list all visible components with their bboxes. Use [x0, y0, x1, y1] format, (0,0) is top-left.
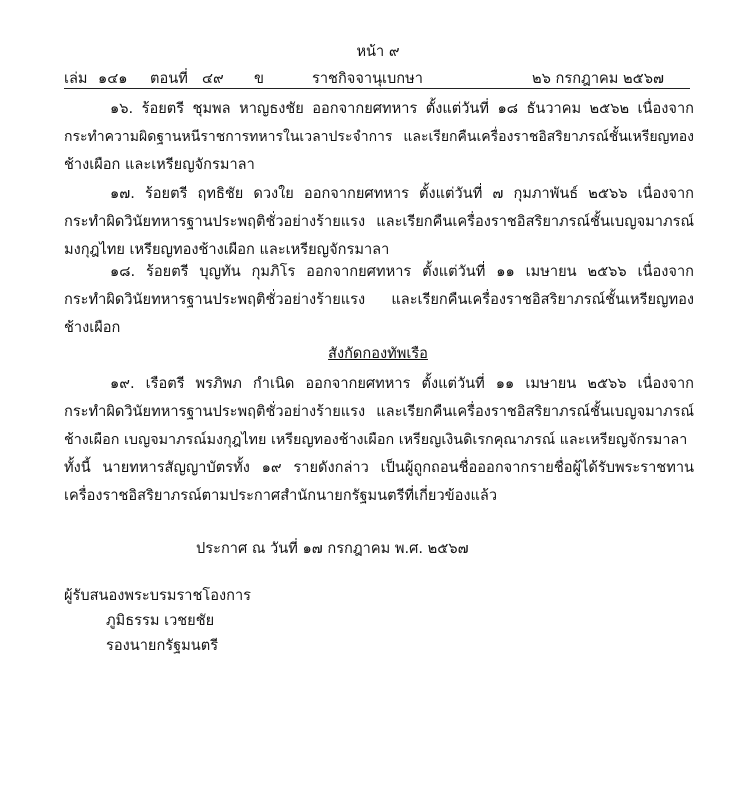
header-divider	[64, 88, 690, 89]
closing-statement	[64, 454, 694, 510]
paragraph-line: ๑๘. ร้อยตรี บุญทัน กุมภิโร ออกจากยศทหาร ตั้งแต่วันที่ ๑๑ เมษายน ๒๕๖๖ เนื่องจาก	[110, 263, 694, 280]
signature-role: ผู้รับสนองพระบรมราชโองการ	[64, 587, 251, 604]
announcement-date: ประกาศ ณ วันที่ ๑๗ กรกฎาคม พ.ศ. ๒๕๖๗	[196, 540, 469, 557]
part-number: ๔๙	[202, 70, 224, 87]
signatory-name: ภูมิธรรม เวชยชัย	[106, 612, 215, 629]
section-heading	[0, 342, 756, 365]
publication-name: ราชกิจจานุเบกษา	[312, 70, 423, 87]
paragraph-19	[64, 370, 694, 454]
paragraph-16	[64, 95, 694, 179]
paragraph-line: มงกุฎไทย เหรียญทองช้างเผือก และเหรียญจักรมาลา	[64, 241, 390, 258]
section-heading-text: สังกัดกองทัพเรือ	[328, 345, 428, 362]
paragraph-line: ช้างเผือก เบญจมาภรณ์มงกุฎไทย เหรียญทองช้างเผือก เหรียญเงินดิเรกคุณาภรณ์ และเหรียญจักรมาลา	[64, 432, 688, 448]
publication-date: ๒๖ กรกฎาคม ๒๕๖๗	[532, 70, 664, 87]
paragraph-17	[64, 180, 694, 264]
volume-number: ๑๔๑	[98, 70, 128, 87]
paragraph-line: ช้างเผือก และเหรียญจักรมาลา	[64, 156, 255, 173]
paragraph-line: ๑๙. เรือตรี พรภิพภ กำเนิด ออกจากยศทหาร ตั้งแต่วันที่ ๑๑ เมษายน ๒๕๖๖ เนื่องจาก	[110, 375, 694, 392]
part-label: ตอนที่	[150, 70, 188, 87]
paragraph-line: กระทำผิดวินัยทหารฐานประพฤติชั่วอย่างร้ายแรง และเรียกคืนเครื่องราชอิสริยาภรณ์ชั้นเหรียญทอง	[64, 291, 694, 308]
volume-label: เล่ม	[64, 70, 88, 87]
page-number: หน้า ๙	[356, 43, 400, 60]
paragraph-line: กระทำผิดวินัยทหารฐานประพฤติชั่วอย่างร้ายแรง และเรียกคืนเครื่องราชอิสริยาภรณ์ชั้นเบญจมาภรณ์	[64, 403, 694, 420]
paragraph-line: กระทำผิดวินัยทหารฐานประพฤติชั่วอย่างร้ายแรง และเรียกคืนเครื่องราชอิสริยาภรณ์ชั้นเบญจมาภรณ์	[64, 213, 694, 230]
paragraph-line: ทั้งนี้ นายทหารสัญญาบัตรทั้ง ๑๙ รายดังกล่าว เป็นผู้ถูกถอนชื่อออกจากรายชื่อผู้ได้รับพระราชทาน	[64, 459, 694, 476]
paragraph-line: เครื่องราชอิสริยาภรณ์ตามประกาศสำนักนายกรัฐมนตรีที่เกี่ยวข้องแล้ว	[64, 487, 498, 504]
paragraph-18	[64, 258, 694, 342]
paragraph-line: กระทำความผิดฐานหนีราชการทหารในเวลาประจำการ และเรียกคืนเครื่องราชอิสริยาภรณ์ชั้นเหรียญทอง	[64, 129, 694, 145]
paragraph-line: ๑๗. ร้อยตรี ฤทธิชัย ดวงใย ออกจากยศทหาร ตั้งแต่วันที่ ๗ กุมภาพันธ์ ๒๕๖๖ เนื่องจาก	[110, 185, 694, 202]
paragraph-line: ช้างเผือก	[64, 319, 121, 336]
paragraph-line: ๑๖. ร้อยตรี ชุมพล หาญธงชัย ออกจากยศทหาร ตั้งแต่วันที่ ๑๘ ธันวาคม ๒๕๖๒ เนื่องจาก	[110, 100, 694, 117]
signatory-title: รองนายกรัฐมนตรี	[106, 637, 219, 654]
part-type: ข	[254, 70, 264, 87]
